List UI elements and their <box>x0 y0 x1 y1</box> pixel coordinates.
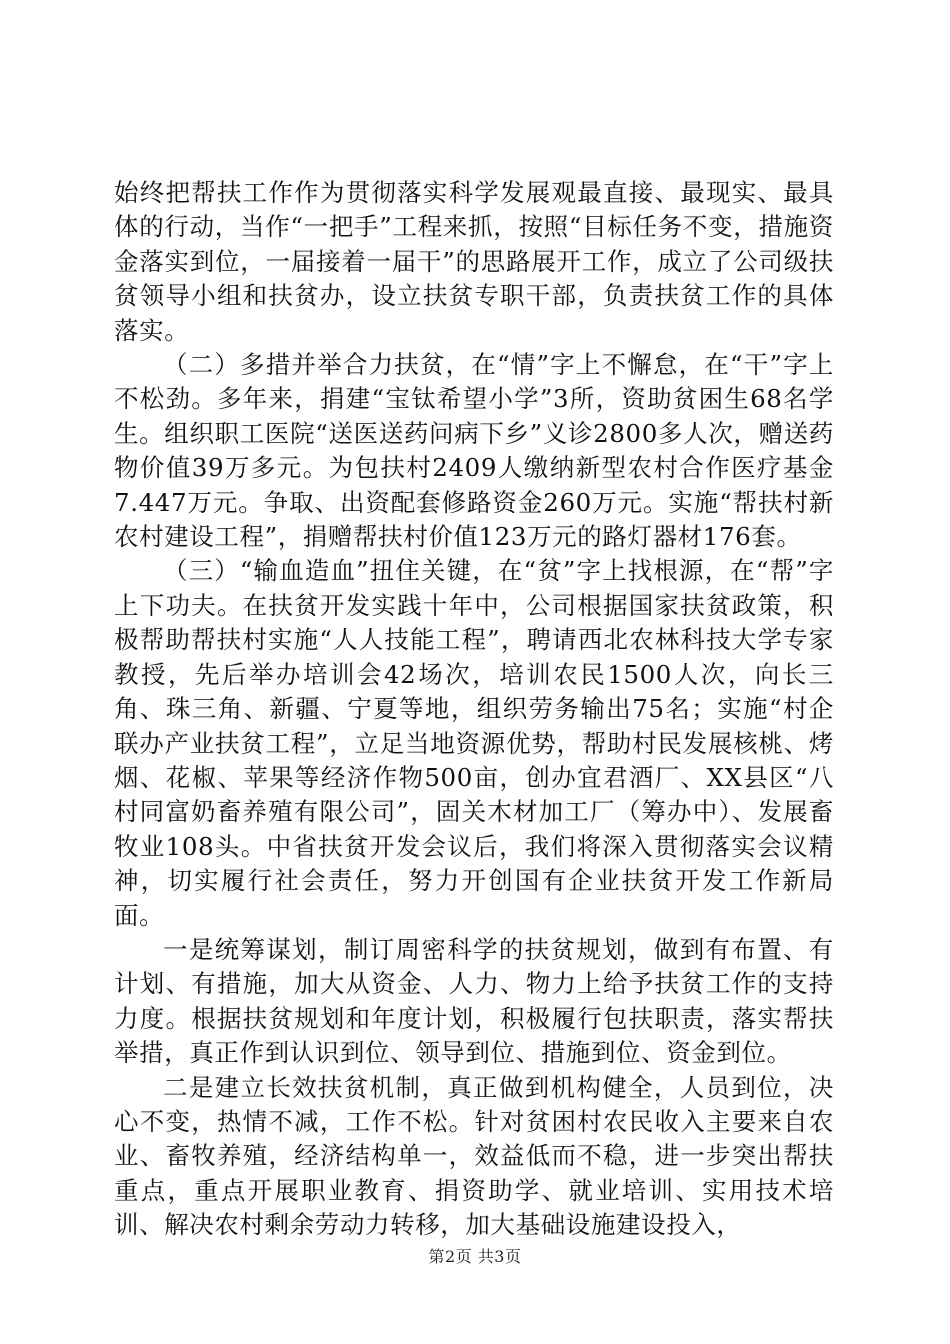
paragraph-point-two: 二是建立长效扶贫机制，真正做到机构健全，人员到位，决心不变，热情不减，工作不松。针对贫困村农民收入主要来自农业、畜牧养殖，经济结构单一，效益低而不稳，进一步突出帮扶重点，重点开展职业教育、捐资助学、就业培训、实用技术培训、解决农村剩余劳动力转移，加大基础设施建设投入， <box>114 1072 834 1240</box>
paragraph-section-three: （三）“输血造血”扭住关键，在“贫”字上找根源，在“帮”字上下功夫。在扶贫开发实践十年中，公司根据国家扶贫政策，积极帮助帮扶村实施“人人技能工程”，聘请西北农林科技大学专家教授，先后举办培训会42场次，培训农民1500人次，向长三角、珠三角、新疆、宁夏等地，组织劳务输出75名；实施“村企联办产业扶贫工程”，立足当地资源优势，帮助村民发展核桃、烤烟、花椒、苹果等经济作物500亩，创办宜君酒厂、XX县区“八村同富奶畜养殖有限公司”，固关木材加工厂（筹办中）、发展畜牧业108头。中省扶贫开发会议后，我们将深入贯彻落实会议精神，切实履行社会责任，努力开创国有企业扶贫开发工作新局面。 <box>114 556 834 930</box>
paragraph-section-two: （二）多措并举合力扶贫，在“情”字上不懈怠，在“干”字上不松劲。多年来，捐建“宝钛希望小学”3所，资助贫困生68名学生。组织职工医院“送医送药问病下乡”义诊2800多人次，赠送药物价值39万多元。为包扶村2409人缴纳新型农村合作医疗基金7.447万元。争取、出资配套修路资金260万元。实施“帮扶村新农村建设工程”，捐赠帮扶村价值123万元的路灯器材176套。 <box>114 350 834 552</box>
page-number-footer: 第2页 共3页 <box>428 1247 522 1266</box>
paragraph-point-one: 一是统筹谋划，制订周密科学的扶贫规划，做到有布置、有计划、有措施，加大从资金、人力、物力上给予扶贫工作的支持力度。根据扶贫规划和年度计划，积极履行包扶职责，落实帮扶举措，真正作到认识到位、领导到位、措施到位、资金到位。 <box>114 934 834 1068</box>
paragraph-continuation: 始终把帮扶工作作为贯彻落实科学发展观最直接、最现实、最具体的行动，当作“一把手”工程来抓，按照“目标任务不变，措施资金落实到位，一届接着一届干”的思路展开工作，成立了公司级扶贫领导小组和扶贫办，设立扶贫专职干部，负责扶贫工作的具体落实。 <box>114 178 834 345</box>
document-body <box>114 176 834 1243</box>
